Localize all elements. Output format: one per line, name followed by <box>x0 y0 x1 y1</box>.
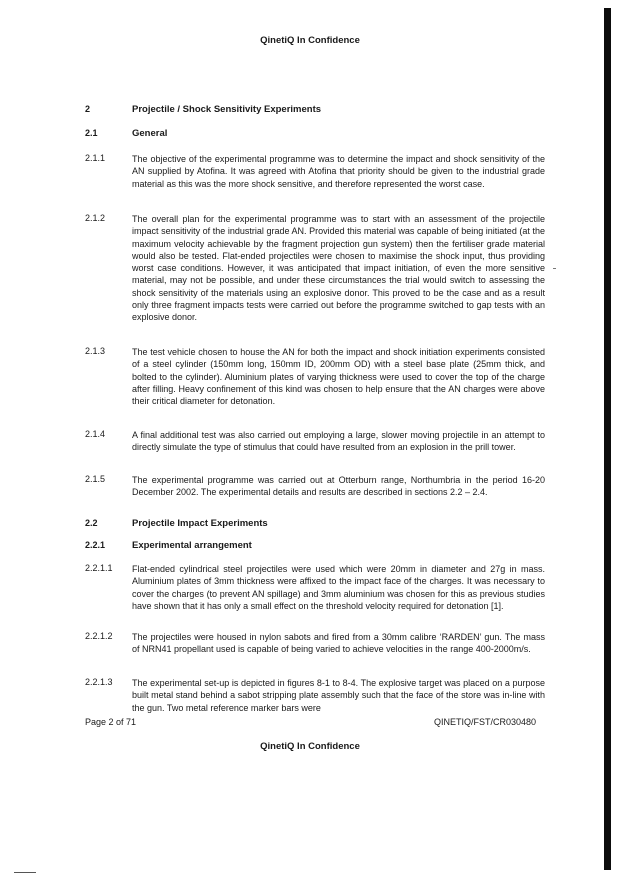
paragraph-text: The experimental programme was carried out at Otterburn range, Northumbria in the period 16-20 December 2002. The experimental details and results are described in sections 2.2 – 2.4. <box>132 475 545 498</box>
section-title: Experimental arrangement <box>132 540 252 551</box>
section-number: 2.1 <box>85 128 98 138</box>
scan-edge-bar <box>604 8 611 870</box>
paragraph-text: The projectiles were housed in nylon sabots and fired from a 30mm calibre ‘RARDEN’ gun. The mass of NRN41 propellant used is capable of being varied to achieve velocities in the range 400-2000m/s. <box>132 632 545 655</box>
paragraph-number: 2.1.4 <box>85 429 106 439</box>
section-number: 2 <box>85 104 91 114</box>
paragraph-number: 2.1.2 <box>85 213 106 223</box>
paragraph-text: The test vehicle chosen to house the AN for both the impact and shock initiation experiments consisted of a steel cylinder (150mm long, 150mm ID, 200mm OD) with a steel base plate (25mm thick, and bolted to the cylinder). Aluminium plates of varying thickness were used to cover the top of the charge after filling. Heavy confinement of this kind was chosen to help ensure that the AN charges were above their critical diameter for detonation. <box>132 347 545 407</box>
scan-artifact <box>553 268 556 269</box>
scan-corner-mark <box>14 872 36 873</box>
paragraph-text: Flat-ended cylindrical steel projectiles were used which were 20mm in diameter and 27g in mass. Aluminium plates of 3mm thickness were affixed to the impact face of the charges. It was necessary to cover the charges (to prevent AN spillage) and 3mm aluminium was chosen for this as previous studies have shown that it has only a small effect on the threshold velocity required for detonation [1]. <box>132 564 545 611</box>
paragraph-number: 2.2.1.3 <box>85 677 113 687</box>
paragraph-text: The overall plan for the experimental programme was to start with an assessment of the projectile impact sensitivity of the industrial grade AN. Provided this material was capable of being initiated (at the maximum velocity achievable by the fragment projection gun system) then the fertiliser grade material would also be tested. Flat-ended projectiles were chosen to maximise the shock input, thus providing worst case conditions. However, it was anticipated that impact initiation, of even the more sensitive material, may not be possible, and under these circumstances the trial would switch to assessing the shock sensitivity of the materials using an explosive donor. This proved to be the case and as a result only three fragment impacts tests were carried out before the programme switched to gap tests with an explosive donor. <box>132 214 545 323</box>
confidentiality-header: QinetiQ In Confidence <box>260 35 360 46</box>
section-number: 2.2.1 <box>85 540 106 550</box>
section-number: 2.2 <box>85 518 98 528</box>
page-footer <box>85 717 536 727</box>
paragraph-number: 2.1.5 <box>85 474 106 484</box>
confidentiality-footer: QinetiQ In Confidence <box>260 741 360 752</box>
paragraph-number: 2.1.3 <box>85 346 106 356</box>
paragraph-number: 2.2.1.2 <box>85 631 113 641</box>
paragraph-number: 2.2.1.1 <box>85 563 113 573</box>
page-number: Page 2 of 71 <box>85 717 137 727</box>
section-title: Projectile Impact Experiments <box>132 518 268 529</box>
section-title: General <box>132 128 168 139</box>
paragraph-text: The objective of the experimental programme was to determine the impact and shock sensitivity of the AN supplied by Atofina. It was agreed with Atofina that priority should be given to the industrial grade material as this was the more shock sensitive, and therefore represented the worst case. <box>132 154 545 189</box>
document-reference: QINETIQ/FST/CR030480 <box>433 717 536 727</box>
paragraph-number: 2.1.1 <box>85 153 106 163</box>
paragraph-text: The experimental set-up is depicted in figures 8-1 to 8-4. The explosive target was placed on a purpose built metal stand behind a sabot stripping plate assembly such that the face of the store was in-line with the gun. Two metal reference marker bars were <box>132 678 545 713</box>
section-title: Projectile / Shock Sensitivity Experiments <box>132 104 322 115</box>
paragraph-text: A final additional test was also carried out employing a large, slower moving projectile in an attempt to directly simulate the type of stimulus that could have resulted from an explosion in the prill tower. <box>132 430 545 453</box>
